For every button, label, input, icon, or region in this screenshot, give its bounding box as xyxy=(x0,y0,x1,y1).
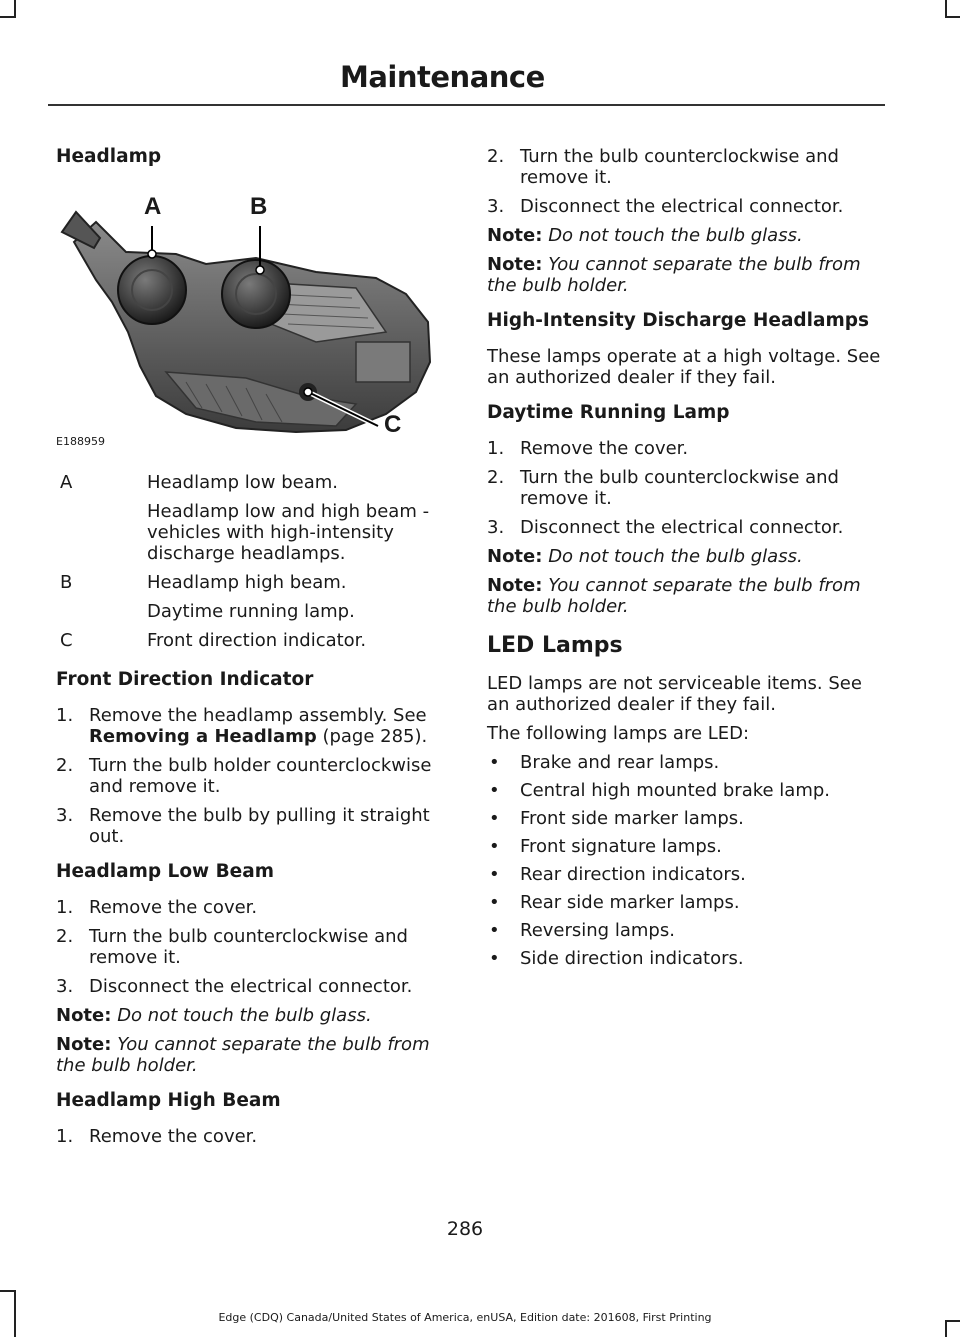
legend-key: B xyxy=(60,572,73,593)
heading-headlamp: Headlamp xyxy=(56,146,162,167)
step-text: Remove the headlamp assembly. See xyxy=(89,705,427,726)
step-number: 3. xyxy=(487,517,505,538)
led-list-intro: The following lamps are LED: xyxy=(487,723,750,744)
heading-hid-headlamps: High-Intensity Discharge Headlamps xyxy=(487,310,870,331)
step-item xyxy=(56,805,448,847)
legend-text: Daytime running lamp. xyxy=(147,601,355,622)
step-text: Disconnect the electrical connector. xyxy=(520,517,844,538)
note-text: Do not touch the bulb glass. xyxy=(548,225,803,246)
figure-legend xyxy=(56,472,448,651)
step-item xyxy=(56,1126,448,1147)
heading-headlamp-high-beam: Headlamp High Beam xyxy=(56,1090,281,1111)
front-direction-steps xyxy=(56,705,448,847)
note xyxy=(56,1034,448,1076)
edition-footer: Edge (CDQ) Canada/United States of America, enUSA, Edition date: 201608, First Printing xyxy=(218,1311,712,1324)
list-item-text: Front side marker lamps. xyxy=(520,808,744,829)
list-item xyxy=(487,864,882,885)
step-text: Disconnect the electrical connector. xyxy=(520,196,844,217)
cross-reference-link[interactable]: Removing a Headlamp xyxy=(89,726,317,747)
list-item-text: Brake and rear lamps. xyxy=(520,752,720,773)
list-item xyxy=(487,920,882,941)
step-item xyxy=(56,897,448,918)
note-label: Note: xyxy=(487,546,543,567)
legend-description xyxy=(147,630,448,651)
step-item xyxy=(56,755,448,797)
crop-mark xyxy=(945,1320,960,1322)
note-label: Note: xyxy=(56,1005,112,1026)
crop-mark xyxy=(14,0,16,16)
step-item xyxy=(56,976,448,997)
step-item xyxy=(56,705,448,747)
callout-label-a: A xyxy=(144,193,162,220)
legend-description xyxy=(147,572,448,622)
note-text: You cannot separate the bulb from the bulb holder. xyxy=(487,575,861,617)
note xyxy=(487,254,882,296)
step-number: 3. xyxy=(487,196,505,217)
legend-text: Headlamp low beam. xyxy=(147,472,339,493)
step-item xyxy=(487,146,882,188)
bullet-icon: • xyxy=(489,752,500,773)
step-number: 1. xyxy=(56,705,74,726)
legend-text: Headlamp low and high beam - vehicles with high-intensity discharge headlamps. xyxy=(147,501,430,564)
crop-mark xyxy=(0,16,16,18)
step-number: 2. xyxy=(56,926,74,947)
step-text: (page 285). xyxy=(316,726,428,747)
legend-row xyxy=(56,572,448,622)
high-beam-steps xyxy=(56,1126,448,1147)
list-item-text: Reversing lamps. xyxy=(520,920,675,941)
headlamp-illustration xyxy=(56,182,436,454)
headlamp-figure xyxy=(56,182,436,454)
legend-text: Front direction indicator. xyxy=(147,630,367,651)
heading-front-direction-indicator: Front Direction Indicator xyxy=(56,669,314,690)
note-label: Note: xyxy=(487,225,543,246)
crop-mark xyxy=(0,1290,16,1292)
note-text: You cannot separate the bulb from the bulb holder. xyxy=(56,1034,430,1076)
note-text: Do not touch the bulb glass. xyxy=(548,546,803,567)
list-item-text: Rear direction indicators. xyxy=(520,864,746,885)
note xyxy=(487,575,882,617)
list-item-text: Central high mounted brake lamp. xyxy=(520,780,831,801)
step-number: 1. xyxy=(56,897,74,918)
step-text: Remove the cover. xyxy=(89,897,258,918)
page-number: 286 xyxy=(446,1218,484,1240)
hid-description: These lamps operate at a high voltage. See an authorized dealer if they fail. xyxy=(487,346,881,388)
callout-label-c: C xyxy=(384,411,402,438)
list-item-text: Rear side marker lamps. xyxy=(520,892,740,913)
list-item xyxy=(487,780,882,801)
list-item xyxy=(487,948,882,969)
note-label: Note: xyxy=(487,254,543,275)
step-number: 1. xyxy=(487,438,505,459)
list-item xyxy=(487,892,882,913)
step-number: 3. xyxy=(56,805,74,826)
note xyxy=(487,225,882,246)
step-number: 2. xyxy=(487,146,505,167)
drl-steps xyxy=(487,438,882,538)
bullet-icon: • xyxy=(489,892,500,913)
step-text: Disconnect the electrical connector. xyxy=(89,976,413,997)
heading-daytime-running-lamp: Daytime Running Lamp xyxy=(487,402,730,423)
bullet-icon: • xyxy=(489,920,500,941)
legend-key: C xyxy=(60,630,73,651)
high-beam-steps-continued xyxy=(487,146,882,217)
led-description: LED lamps are not serviceable items. See an authorized dealer if they fail. xyxy=(487,673,862,715)
legend-row xyxy=(56,630,448,651)
note-label: Note: xyxy=(56,1034,112,1055)
step-item xyxy=(487,196,882,217)
right-column xyxy=(487,146,882,976)
step-text: Turn the bulb counterclockwise and remove it. xyxy=(520,467,839,509)
bullet-icon: • xyxy=(489,864,500,885)
legend-row xyxy=(56,472,448,564)
legend-description xyxy=(147,472,448,564)
step-text: Turn the bulb counterclockwise and remove it. xyxy=(520,146,839,188)
bullet-icon: • xyxy=(489,808,500,829)
section-title: Maintenance xyxy=(340,60,545,94)
note xyxy=(56,1005,448,1026)
step-number: 2. xyxy=(56,755,74,776)
low-beam-steps xyxy=(56,897,448,997)
led-lamp-list xyxy=(487,752,882,969)
step-text: Remove the cover. xyxy=(520,438,689,459)
step-item xyxy=(487,517,882,538)
step-text: Turn the bulb holder counterclockwise and remove it. xyxy=(89,755,432,797)
heading-headlamp-low-beam: Headlamp Low Beam xyxy=(56,861,274,882)
heading-led-lamps: LED Lamps xyxy=(487,633,623,658)
step-item xyxy=(487,467,882,509)
note-text: You cannot separate the bulb from the bulb holder. xyxy=(487,254,861,296)
step-number: 1. xyxy=(56,1126,74,1147)
step-text: Remove the bulb by pulling it straight out. xyxy=(89,805,430,847)
crop-mark xyxy=(945,0,947,16)
note xyxy=(487,546,882,567)
step-text: Turn the bulb counterclockwise and remove it. xyxy=(89,926,408,968)
step-number: 3. xyxy=(56,976,74,997)
list-item xyxy=(487,752,882,773)
figure-code: E188959 xyxy=(56,435,105,448)
list-item-text: Side direction indicators. xyxy=(520,948,744,969)
step-text: Remove the cover. xyxy=(89,1126,258,1147)
left-column xyxy=(56,146,448,1155)
list-item xyxy=(487,808,882,829)
bullet-icon: • xyxy=(489,948,500,969)
list-item-text: Front signature lamps. xyxy=(520,836,722,857)
crop-mark xyxy=(945,16,960,18)
step-item xyxy=(487,438,882,459)
legend-text: Headlamp high beam. xyxy=(147,572,347,593)
step-number: 2. xyxy=(487,467,505,488)
note-label: Note: xyxy=(487,575,543,596)
note-text: Do not touch the bulb glass. xyxy=(117,1005,372,1026)
crop-mark xyxy=(945,1320,947,1337)
list-item xyxy=(487,836,882,857)
bullet-icon: • xyxy=(489,836,500,857)
bullet-icon: • xyxy=(489,780,500,801)
step-item xyxy=(56,926,448,968)
header-divider xyxy=(48,104,885,106)
callout-label-b: B xyxy=(250,193,268,220)
legend-key: A xyxy=(60,472,73,493)
